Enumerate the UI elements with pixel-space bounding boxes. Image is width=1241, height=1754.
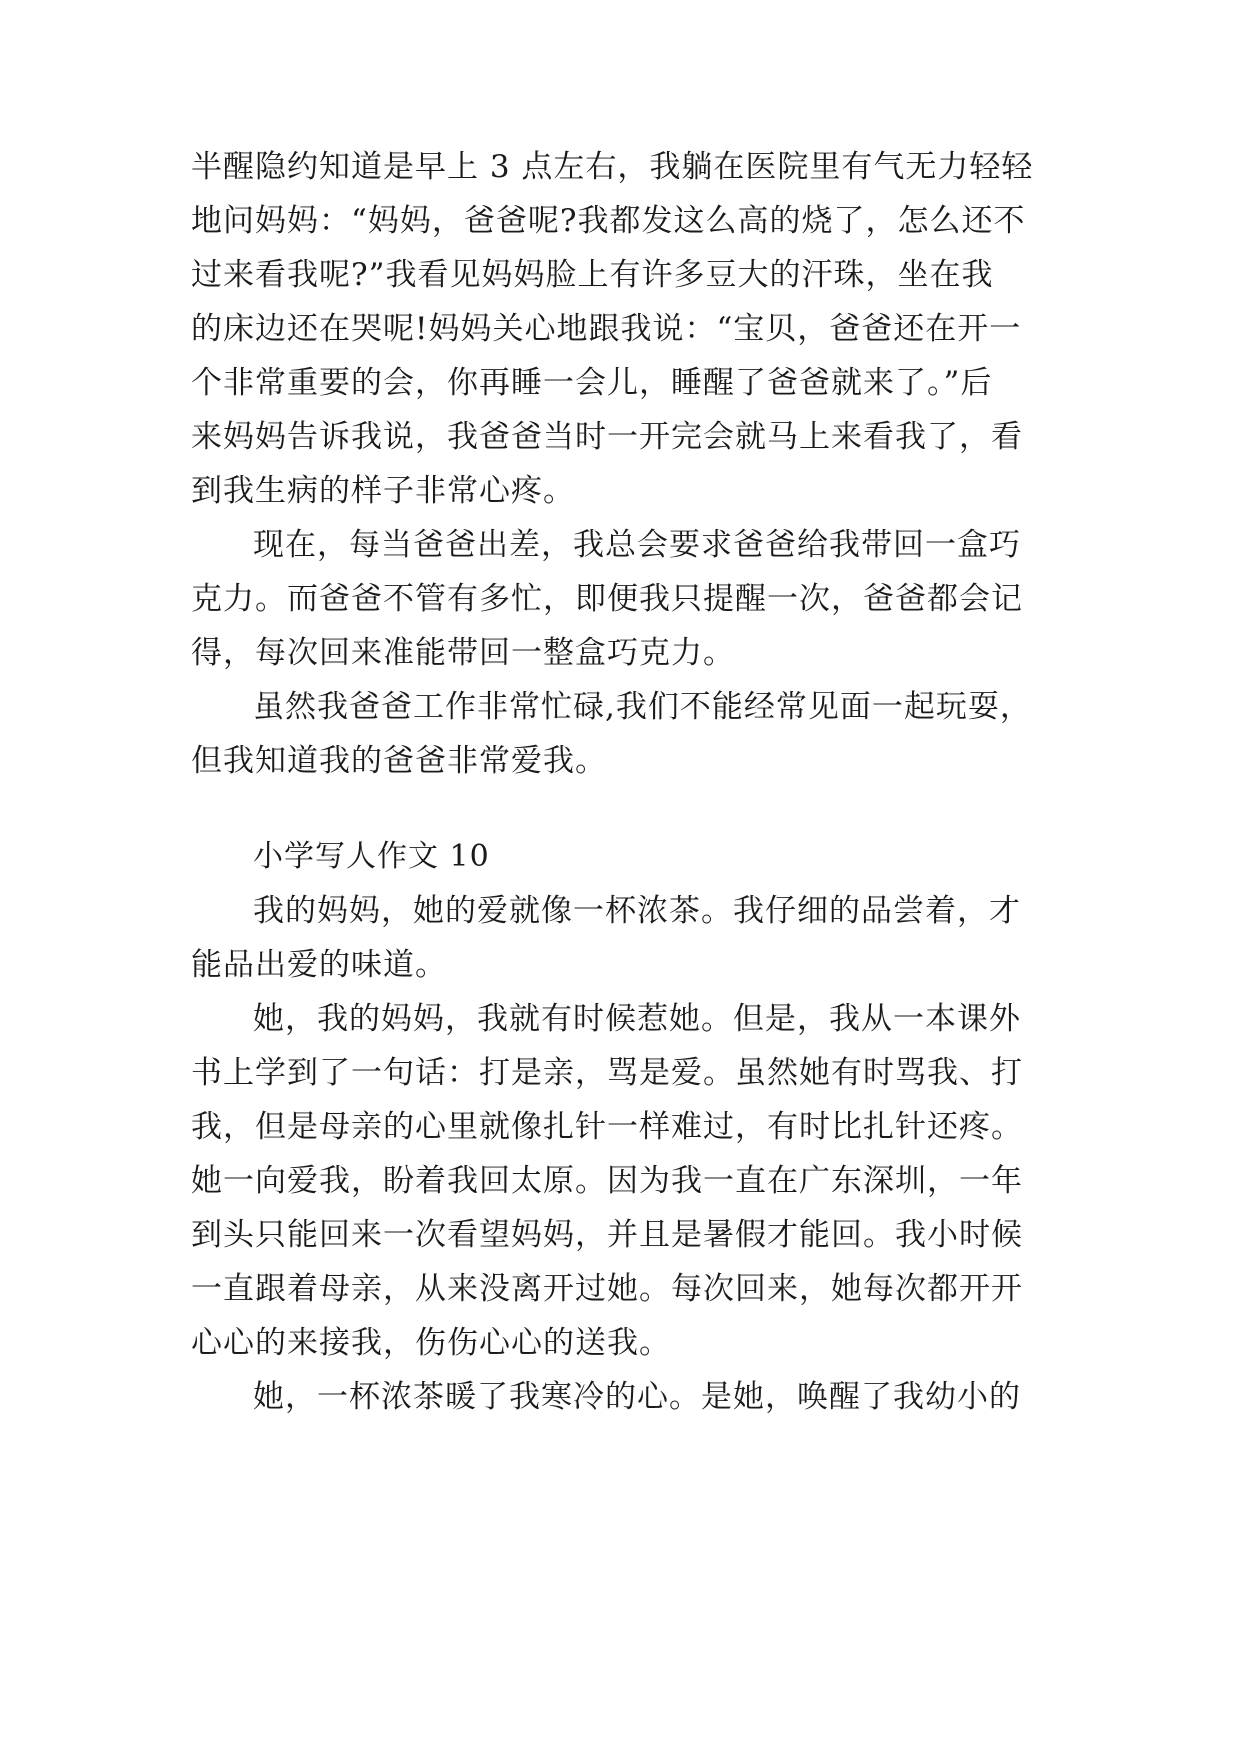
paragraph-line: 心心的来接我，伤伤心心的送我。 bbox=[191, 1325, 671, 1361]
paragraph-line: 她，我的妈妈，我就有时候惹她。但是，我从一本课外 bbox=[253, 1001, 1021, 1037]
paragraph-line: 书上学到了一句话：打是亲，骂是爱。虽然她有时骂我、打 bbox=[191, 1055, 1023, 1091]
paragraph-line: 能品出爱的味道。 bbox=[191, 947, 447, 983]
paragraph-line: 来妈妈告诉我说，我爸爸当时一开完会就马上来看我了，看 bbox=[191, 419, 1023, 455]
paragraph-line: 半醒隐约知道是早上 3 点左右，我躺在医院里有气无力轻轻 bbox=[191, 149, 1034, 185]
paragraph-line: 我的妈妈，她的爱就像一杯浓茶。我仔细的品尝着，才 bbox=[253, 893, 1021, 929]
paragraph-line: 但我知道我的爸爸非常爱我。 bbox=[191, 743, 607, 779]
section-heading: 小学写人作文 10 bbox=[253, 839, 490, 874]
paragraph-line: 的床边还在哭呢!妈妈关心地跟我说：“宝贝，爸爸还在开一 bbox=[191, 311, 1022, 347]
paragraph-line: 一直跟着母亲，从来没离开过她。每次回来，她每次都开开 bbox=[191, 1271, 1023, 1307]
paragraph-line: 现在，每当爸爸出差，我总会要求爸爸给我带回一盒巧 bbox=[253, 527, 1021, 563]
paragraph-line: 她一向爱我，盼着我回太原。因为我一直在广东深圳，一年 bbox=[191, 1163, 1023, 1199]
paragraph-line: 她，一杯浓茶暖了我寒冷的心。是她，唤醒了我幼小的 bbox=[253, 1379, 1021, 1415]
paragraph-line: 得，每次回来准能带回一整盒巧克力。 bbox=[191, 635, 735, 671]
paragraph-line: 我，但是母亲的心里就像扎针一样难过，有时比扎针还疼。 bbox=[191, 1109, 1023, 1145]
paragraph-line: 克力。而爸爸不管有多忙，即便我只提醒一次，爸爸都会记 bbox=[191, 581, 1023, 617]
paragraph-line: 虽然我爸爸工作非常忙碌,我们不能经常见面一起玩耍， bbox=[253, 689, 1032, 725]
paragraph-line: 过来看我呢?”我看见妈妈脸上有许多豆大的汗珠，坐在我 bbox=[191, 257, 994, 293]
paragraph-line: 到头只能回来一次看望妈妈，并且是暑假才能回。我小时候 bbox=[191, 1217, 1023, 1253]
paragraph-line: 到我生病的样子非常心疼。 bbox=[191, 473, 575, 509]
paragraph-line: 地问妈妈：“妈妈，爸爸呢?我都发这么高的烧了，怎么还不 bbox=[191, 203, 1026, 239]
paragraph-line: 个非常重要的会，你再睡一会儿，睡醒了爸爸就来了。”后 bbox=[191, 365, 993, 401]
